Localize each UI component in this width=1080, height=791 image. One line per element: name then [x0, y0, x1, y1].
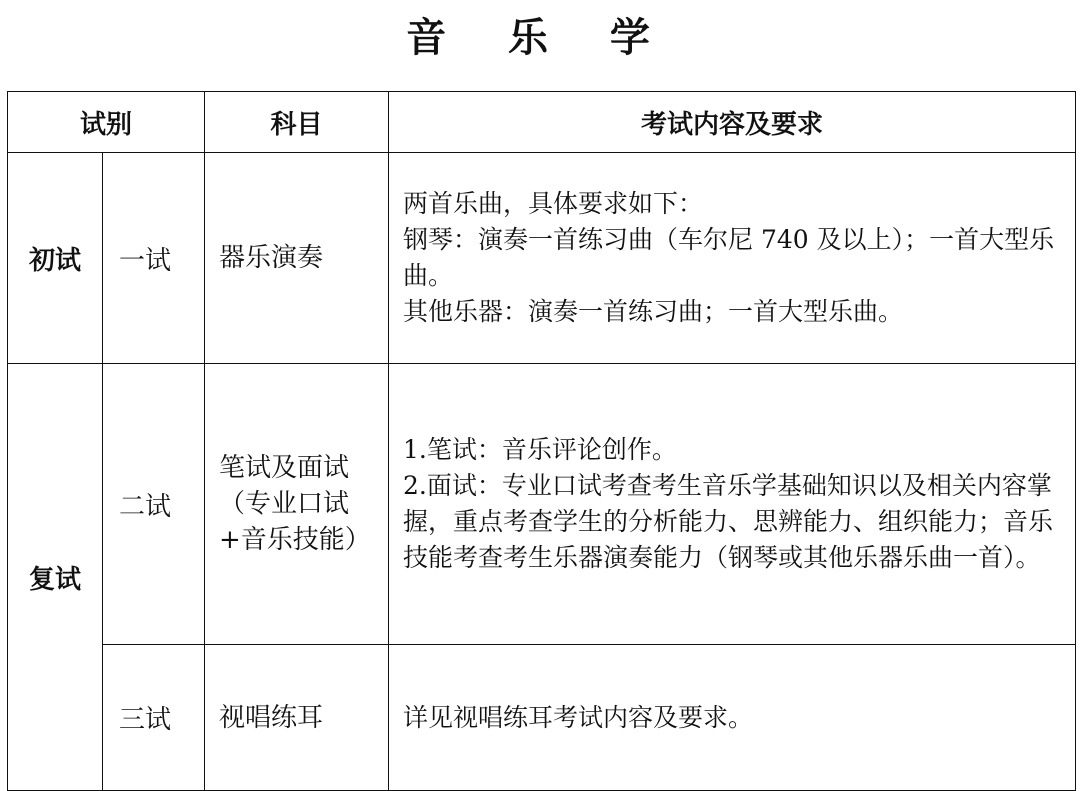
table-row — [8, 364, 1076, 645]
round-preliminary: 初试 — [8, 153, 103, 364]
content-line: 详见视唱练耳考试内容及要求。 — [403, 702, 754, 732]
table-row — [8, 153, 1076, 364]
subject-cell: 器乐演奏 — [205, 153, 389, 364]
subject-cell: 笔试及面试（专业口试+音乐技能） — [205, 364, 389, 645]
content-cell — [389, 153, 1076, 364]
exam-requirements-table — [7, 91, 1076, 791]
content-cell — [389, 364, 1076, 645]
table-row — [8, 645, 1076, 791]
header-subject: 科目 — [205, 92, 389, 153]
subject-cell: 视唱练耳 — [205, 645, 389, 791]
table-header-row — [8, 92, 1076, 153]
round-retest: 复试 — [8, 364, 103, 791]
content-cell — [389, 645, 1076, 791]
stage-label: 二试 — [103, 364, 205, 645]
content-line: 2.面试：专业口试考查考生音乐学基础知识以及相关内容掌握，重点考查学生的分析能力、思辨能力、组织能力；音乐技能考查考生乐器演奏能力（钢琴或其他乐器乐曲一首）。 — [403, 471, 1054, 572]
page-title: 音 乐 学 — [406, 14, 674, 61]
stage-label: 三试 — [103, 645, 205, 791]
content-line: 两首乐曲，具体要求如下： — [403, 189, 704, 218]
stage-label: 一试 — [103, 153, 205, 364]
header-content: 考试内容及要求 — [389, 92, 1076, 153]
header-round: 试别 — [8, 92, 205, 153]
content-line: 1.笔试：音乐评论创作。 — [403, 435, 677, 464]
content-line: 其他乐器：演奏一首练习曲；一首大型乐曲。 — [403, 297, 904, 326]
content-line: 钢琴：演奏一首练习曲（车尔尼 740 及以上）；一首大型乐曲。 — [403, 225, 1055, 290]
